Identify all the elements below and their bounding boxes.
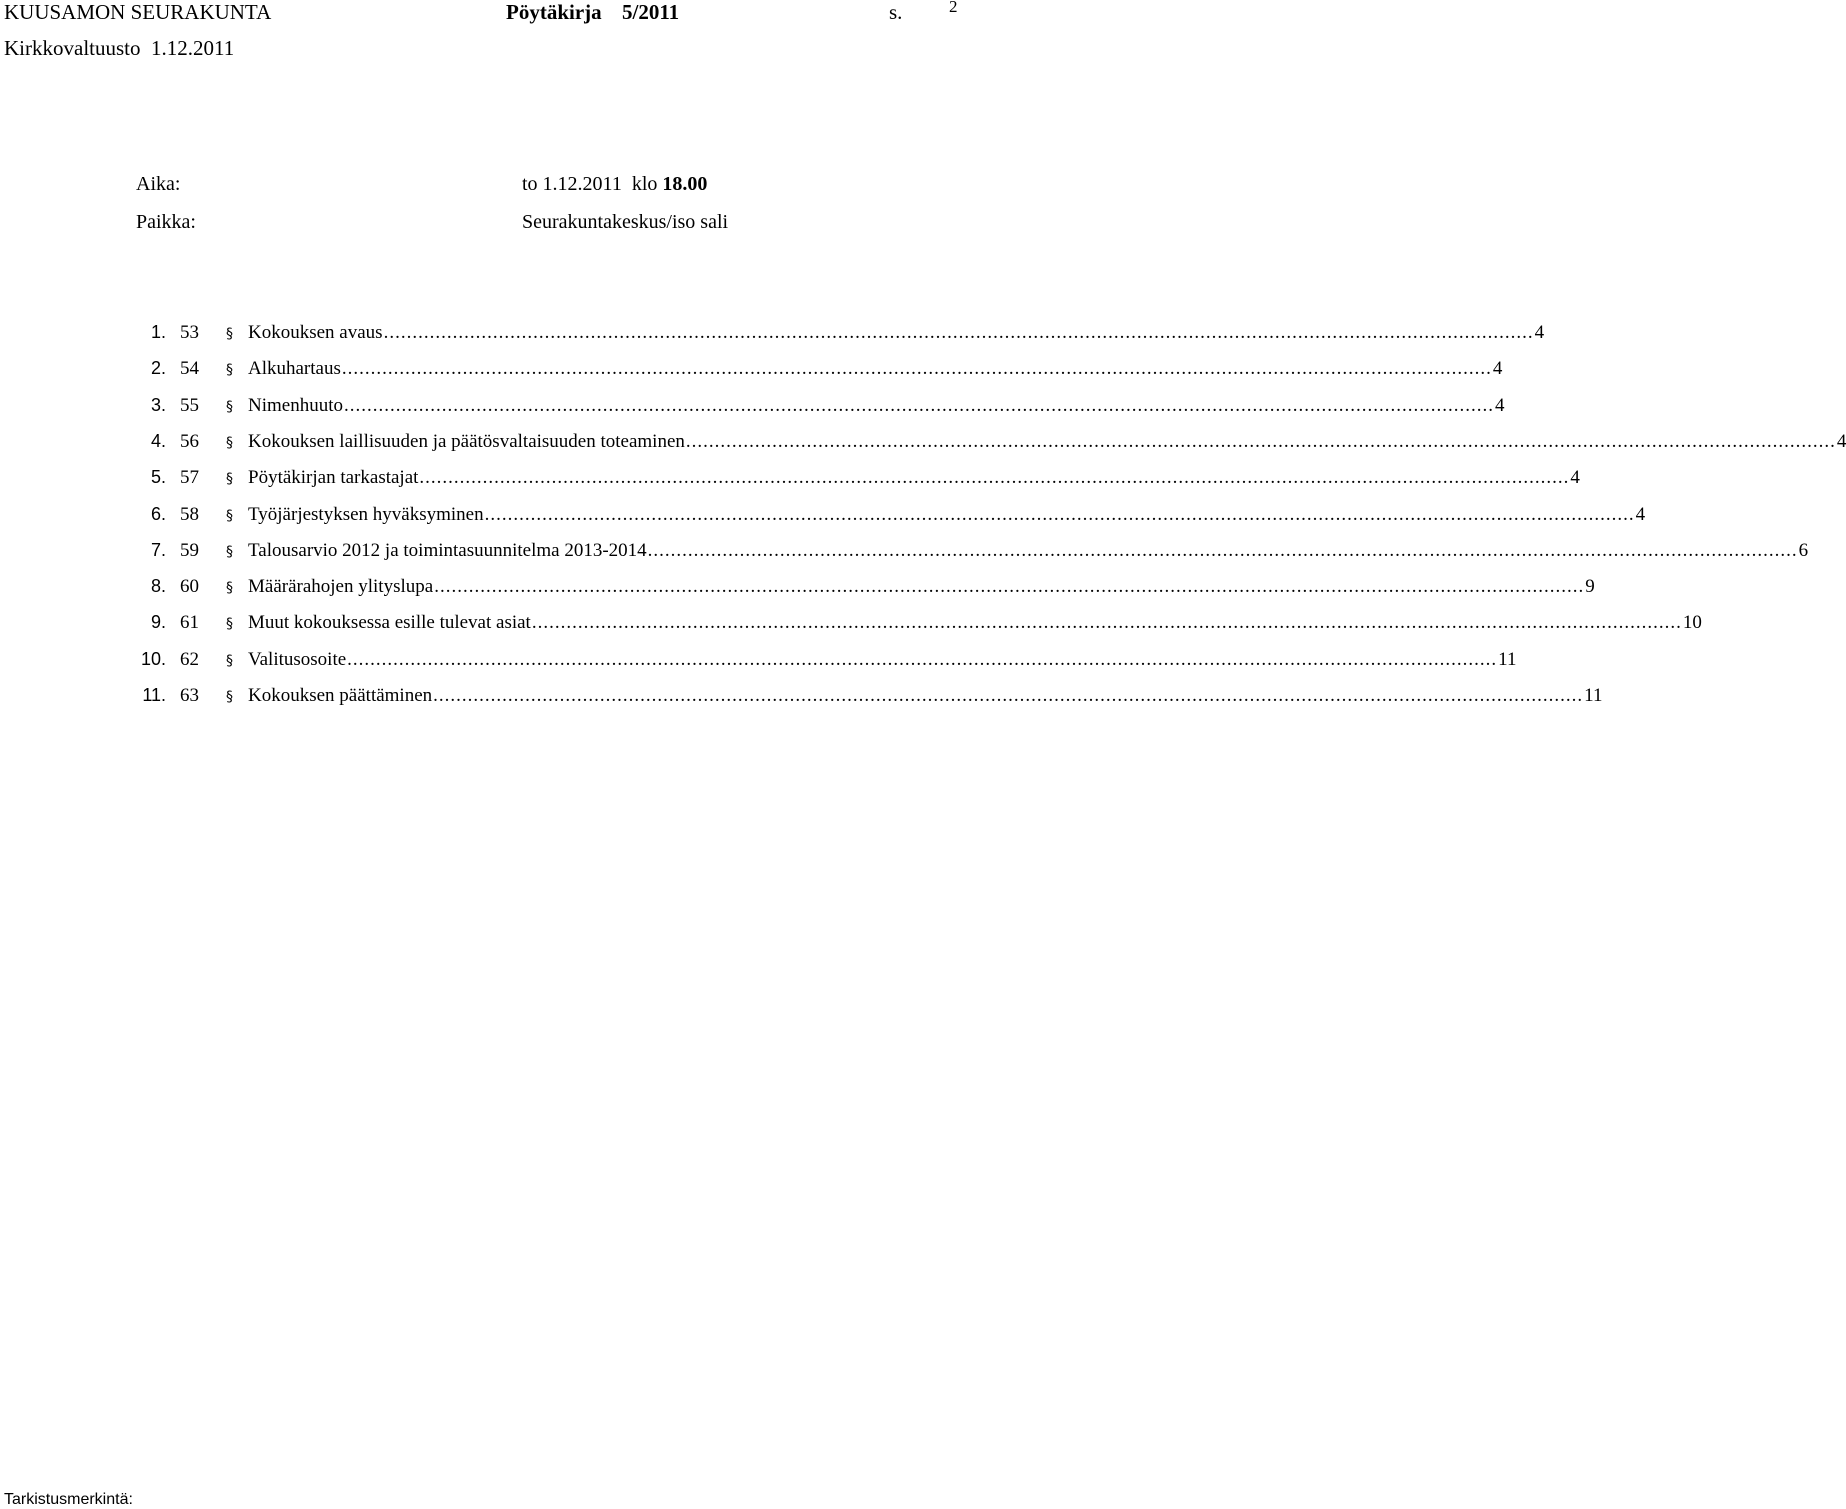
toc-entry-page: 9: [1585, 576, 1595, 597]
section-sign-icon: §: [226, 471, 233, 487]
toc-dot-leader: ........................................................................................................................................................................................................: [433, 685, 1584, 706]
toc-dot-leader: ........................................................................................................................................................................................................: [484, 504, 1635, 525]
toc-entry-title: Talousarvio 2012 ja toimintasuunnitelma 2013-2014: [248, 540, 647, 561]
toc-entry-page: 4: [1534, 322, 1545, 343]
toc-dot-leader: ........................................................................................................................................................................................................: [383, 322, 1534, 343]
section-sign-icon: §: [226, 326, 233, 342]
toc-entry-title: Nimenhuuto: [248, 395, 343, 416]
page-number: 2: [949, 0, 958, 16]
toc-entry-number: 3.: [150, 395, 166, 415]
toc-entry-page: 11: [1584, 685, 1603, 706]
section-sign-icon: §: [226, 508, 233, 524]
section-sign-icon: §: [226, 544, 233, 560]
toc-entry-line: [248, 685, 1603, 707]
toc-entry[interactable]: [0, 431, 1846, 461]
toc-entry-page: 4: [1495, 395, 1505, 416]
document-type: Pöytäkirja: [506, 0, 602, 24]
toc-entry-line: [248, 540, 1809, 562]
toc-entry-line: [248, 649, 1517, 671]
place-value: Seurakuntakeskus/iso sali: [522, 211, 729, 233]
toc-dot-leader: ........................................................................................................................................................................................................: [685, 431, 1836, 452]
toc-entry-page: 4: [1492, 358, 1503, 379]
toc-entry-line: [248, 612, 1702, 634]
toc-section-number: 53: [180, 322, 199, 343]
toc-entry[interactable]: [0, 322, 1545, 352]
toc-entry-page: 10: [1682, 612, 1702, 633]
section-sign-icon: §: [226, 616, 233, 632]
toc-entry[interactable]: [0, 576, 1595, 606]
toc-entry-number: 11.: [142, 685, 166, 705]
toc-entry-title: Kokouksen päättäminen: [248, 685, 433, 706]
toc-entry-line: [248, 576, 1595, 598]
document-number: 5/2011: [622, 0, 680, 24]
toc-entry-title: Työjärjestyksen hyväksyminen: [248, 504, 484, 525]
toc-dot-leader: ........................................................................................................................................................................................................: [419, 467, 1570, 488]
toc-entry-number: 7.: [150, 540, 166, 560]
toc-section-number: 54: [180, 358, 199, 379]
toc-entry[interactable]: [0, 649, 1517, 679]
toc-entry-line: [248, 467, 1580, 489]
toc-entry-number: 6.: [150, 504, 166, 524]
toc-entry-title: Alkuhartaus: [248, 358, 341, 379]
footer-label: Tarkistusmerkintä:: [4, 1491, 133, 1508]
toc-entry[interactable]: [0, 540, 1809, 570]
toc-entry-number: 5.: [150, 467, 166, 487]
meeting-name: Kirkkovaltuusto 1.12.2011: [4, 36, 235, 60]
toc-section-number: 55: [180, 395, 199, 416]
time-date: to 1.12.2011 klo: [522, 173, 663, 195]
toc-entry[interactable]: [0, 685, 1603, 715]
toc-entry-line: [248, 504, 1646, 526]
toc-entry-title: Muut kokouksessa esille tulevat asiat: [248, 612, 531, 633]
toc-dot-leader: ........................................................................................................................................................................................................: [344, 395, 1494, 416]
toc-entry[interactable]: [0, 612, 1702, 642]
section-sign-icon: §: [226, 689, 233, 705]
toc-entry[interactable]: [0, 358, 1503, 388]
toc-section-number: 57: [180, 467, 199, 488]
toc-entry-line: [248, 322, 1545, 344]
toc-entry-page: 6: [1798, 540, 1809, 561]
section-sign-icon: §: [226, 653, 233, 669]
toc-entry-title: Valitusosoite: [248, 649, 347, 670]
section-sign-icon: §: [226, 580, 233, 596]
toc-entry-line: [248, 431, 1846, 453]
toc-entry-page: 4: [1570, 467, 1580, 488]
organization-name: KUUSAMON SEURAKUNTA: [4, 0, 272, 24]
toc-entry-line: [248, 358, 1503, 380]
toc-entry-number: 2.: [150, 358, 166, 378]
toc-entry-title: Pöytäkirjan tarkastajat: [248, 467, 419, 488]
toc-entry-number: 9.: [150, 612, 166, 632]
toc-dot-leader: ........................................................................................................................................................................................................: [434, 576, 1585, 597]
toc-entry[interactable]: [0, 395, 1505, 425]
toc-entry-number: 1.: [150, 322, 166, 342]
toc-entry-line: [248, 395, 1505, 417]
toc-entry-page: 11: [1498, 649, 1517, 670]
toc-entry-title: Määrärahojen ylityslupa: [248, 576, 434, 597]
toc-dot-leader: ........................................................................................................................................................................................................: [347, 649, 1498, 670]
section-sign-icon: §: [226, 362, 233, 378]
section-sign-icon: §: [226, 435, 233, 451]
toc-dot-leader: ........................................................................................................................................................................................................: [341, 358, 1492, 379]
page-prefix: s.: [889, 0, 903, 24]
toc-entry-page: 4: [1635, 504, 1646, 525]
toc-entry-number: 4.: [150, 431, 166, 451]
toc-entry-page: 4: [1836, 431, 1846, 452]
toc-section-number: 56: [180, 431, 199, 452]
toc-dot-leader: ........................................................................................................................................................................................................: [531, 612, 1682, 633]
toc-section-number: 60: [180, 576, 199, 597]
toc-entry-title: Kokouksen avaus: [248, 322, 383, 343]
place-label: Paikka:: [136, 211, 196, 233]
toc-dot-leader: ........................................................................................................................................................................................................: [647, 540, 1798, 561]
section-sign-icon: §: [226, 399, 233, 415]
toc-entry[interactable]: [0, 504, 1646, 534]
time-label: Aika:: [136, 173, 181, 195]
toc-section-number: 59: [180, 540, 199, 561]
toc-section-number: 61: [180, 612, 199, 633]
toc-section-number: 62: [180, 649, 199, 670]
toc-entry-number: 10.: [140, 649, 166, 669]
toc-entry-number: 8.: [150, 576, 166, 596]
toc-entry[interactable]: [0, 467, 1580, 497]
toc-section-number: 63: [180, 685, 199, 706]
toc-section-number: 58: [180, 504, 199, 525]
time-hour: 18.00: [662, 173, 708, 195]
toc-entry-title: Kokouksen laillisuuden ja päätösvaltaisuuden toteaminen: [248, 431, 685, 452]
